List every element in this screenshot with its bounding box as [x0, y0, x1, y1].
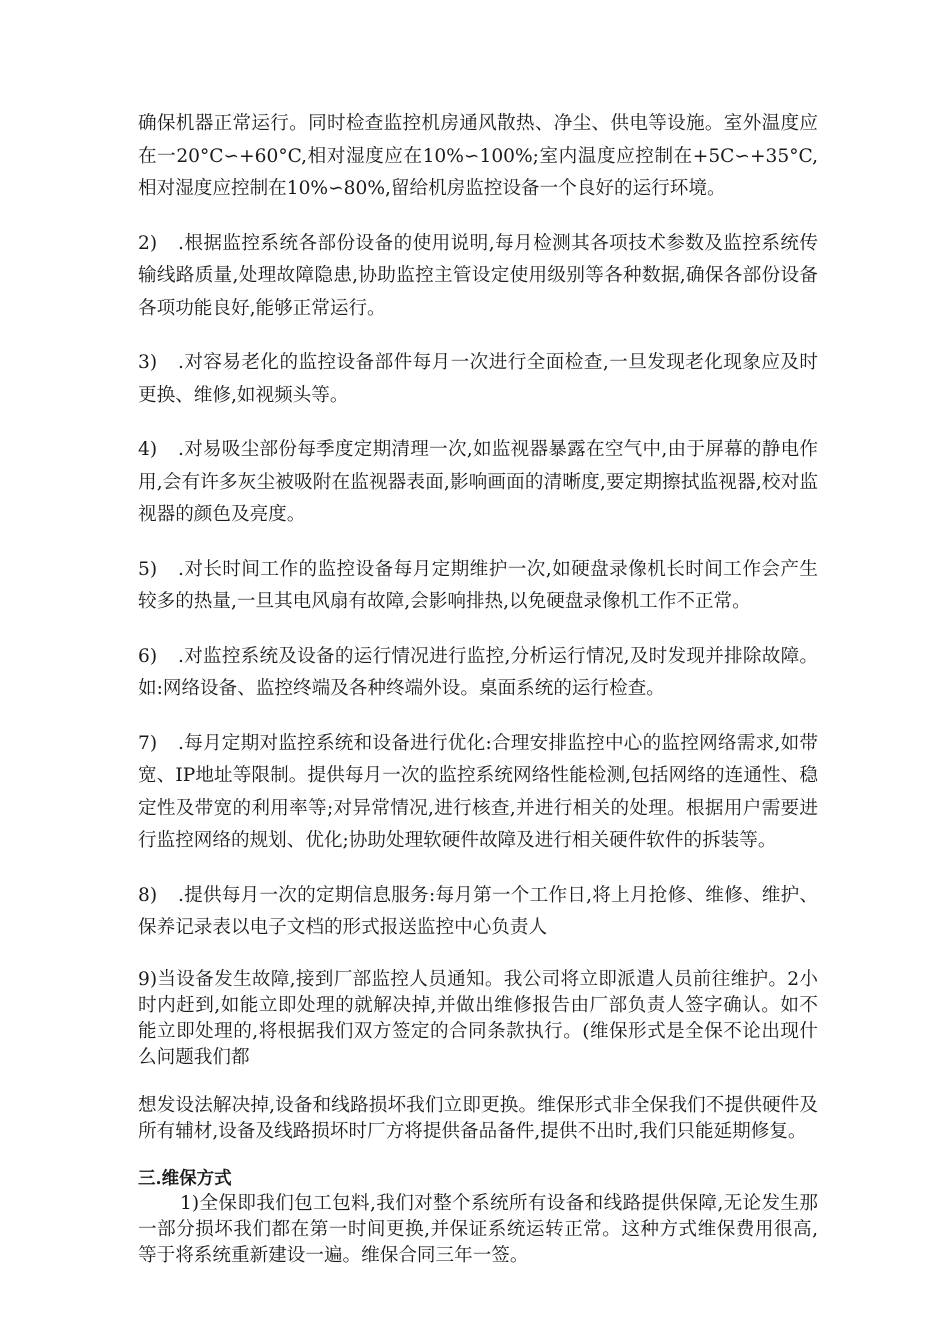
item-text: .对长时间工作的监控设备每月定期维护一次,如硬盘录像机长时间工作会产生较多的热量,一旦其电风扇有故障,会影响排热,以免硬盘录像机工作不正常。: [138, 558, 818, 612]
item-number: 2): [138, 232, 158, 254]
section-heading-maintenance-method: 三.维保方式: [138, 1168, 232, 1189]
paragraph-item-7: [138, 728, 818, 858]
paragraph-item-4: [138, 434, 818, 532]
item-text: .对监控系统及设备的运行情况进行监控,分析运行情况,及时发现并排除故障。如:网络设备、监控终端及各种终端外设。桌面系统的运行检查。: [138, 645, 818, 699]
item-number: 6): [138, 645, 158, 667]
paragraph-item-6: [138, 641, 818, 706]
item-number: 8): [138, 884, 158, 906]
paragraph-intro: 确保机器正常运行。同时检查监控机房通风散热、净尘、供电等设施。室外温度应在一20°C∽+60°C,相对湿度应在10%∽100%;室内温度应控制在+5C∽+35°C,相对湿度应控制在10%∽80%,留给机房监控设备一个良好的运行环境。: [138, 113, 818, 199]
paragraph-item-8: [138, 880, 818, 945]
item-text: .提供每月一次的定期信息服务:每月第一个工作日,将上月抢修、维修、维护、保养记录表以电子文档的形式报送监控中心负责人: [138, 884, 818, 938]
item-number: 4): [138, 439, 158, 460]
paragraph-section-3-item-1: 1)全保即我们包工包料,我们对整个系统所有设备和线路提供保障,无论发生那一部分损坏我们都在第一时间更换,并保证系统运转正常。这种方式维保费用很高,等于将系统重新建设一遍。维保合同三年一签。: [138, 1192, 818, 1266]
document-page: [138, 108, 818, 1291]
item-text: .每月定期对监控系统和设备进行优化:合理安排监控中心的监控网络需求,如带宽、IP地址等限制。提供每月一次的监控系统网络性能检测,包括网络的连通性、稳定性及带宽的利用率等;对异常情况,进行核查,并进行相关的处理。根据用户需要进行监控网络的规划、优化;协助处理软硬件故障及进行相关硬件软件的拆装等。: [138, 732, 818, 851]
item-text: .根据监控系统各部份设备的使用说明,每月检测其各项技术参数及监控系统传输线路质量,处理故障隐患,协助监控主管设定使用级别等各种数据,确保各部份设备各项功能良好,能够正常运行。: [138, 232, 818, 319]
paragraph-item-9-part-2: 想发设法解决掉,设备和线路损坏我们立即更换。维保形式非全保我们不提供硬件及所有辅材,设备及线路损坏时厂方将提供备品备件,提供不出时,我们只能延期修复。: [138, 1094, 818, 1142]
item-text: .对易吸尘部份每季度定期清理一次,如监视器暴露在空气中,由于屏幕的静电作用,会有许多灰尘被吸附在监视器表面,影响画面的清晰度,要定期擦拭监视器,校对监视器的颜色及亮度。: [138, 439, 818, 525]
item-text: .对容易老化的监控设备部件每月一次进行全面检查,一旦发现老化现象应及时更换、维修,如视频头等。: [138, 352, 818, 406]
paragraph-item-5: [138, 554, 818, 619]
paragraph-item-9-part-1: 9)当设备发生故障,接到厂部监控人员通知。我公司将立即派遣人员前往维护。2小时内赶到,如能立即处理的就解决掉,并做出维修报告由厂部负责人签字确认。如不能立即处理的,将根据我们双方签定的合同条款执行。(维保形式是全保不论出现什么问题我们都: [138, 968, 818, 1068]
item-number: 3): [138, 352, 158, 373]
paragraph-item-2: [138, 228, 818, 326]
paragraph-item-3: [138, 347, 818, 412]
item-number: 5): [138, 558, 158, 580]
item-number: 7): [138, 732, 158, 754]
